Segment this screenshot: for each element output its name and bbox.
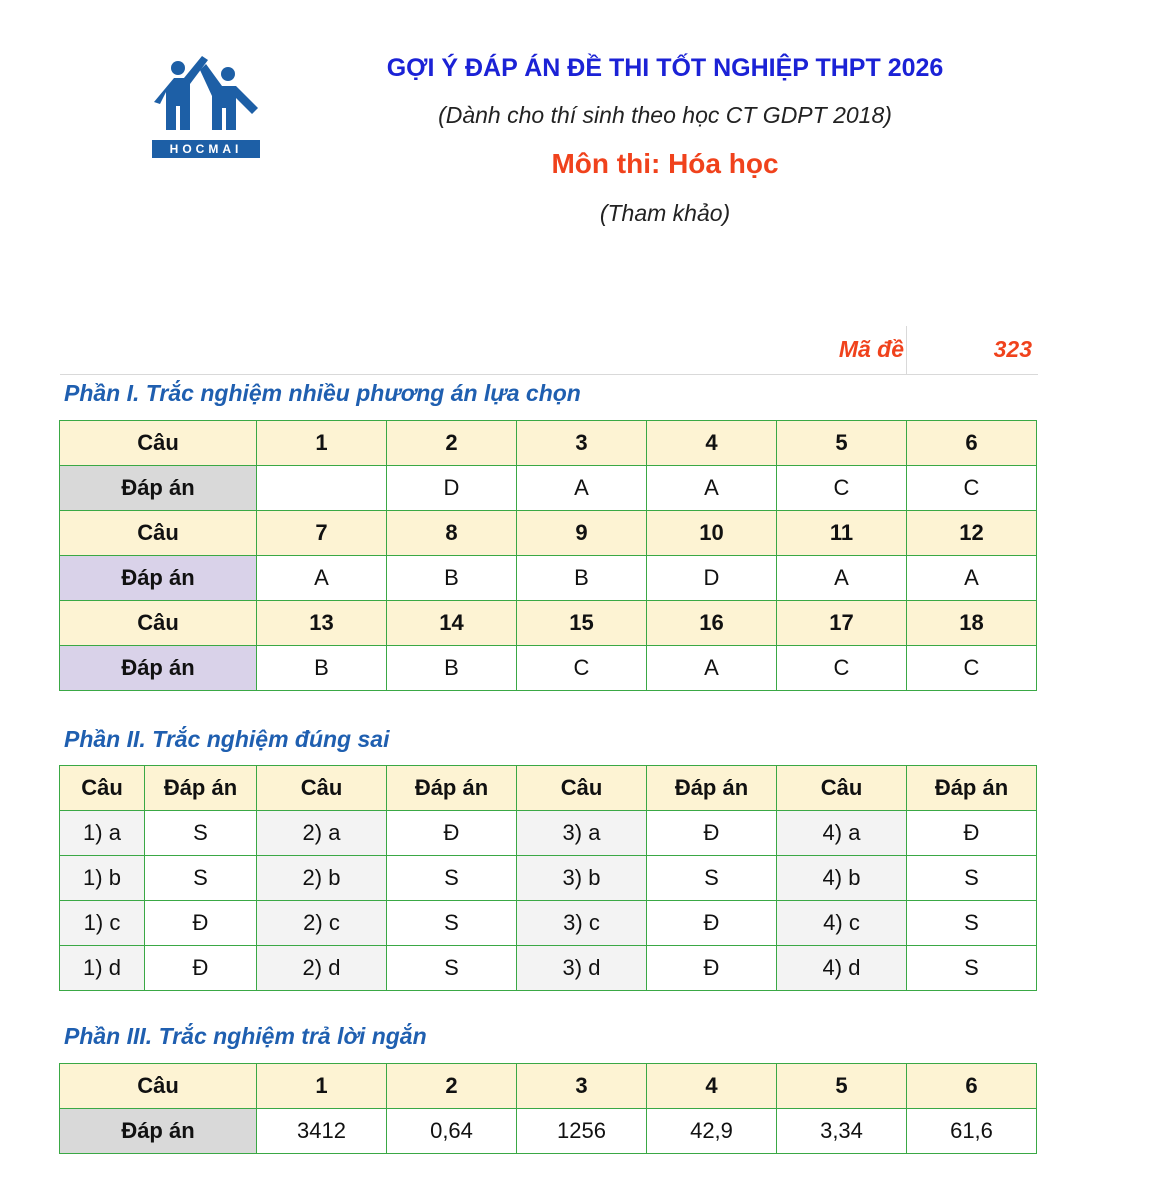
page-subtitle: (Dành cho thí sinh theo học CT GDPT 2018) <box>438 102 892 128</box>
question-number: 11 <box>777 511 907 556</box>
part2-title: Phần II. Trắc nghiệm đúng sai <box>64 726 390 752</box>
answer-cell: S <box>387 946 517 991</box>
figures-icon <box>150 52 262 142</box>
question-number: 12 <box>907 511 1037 556</box>
part1-answer-row <box>60 466 1037 511</box>
question-number: 18 <box>907 601 1037 646</box>
answer-cell: 3412 <box>257 1109 387 1154</box>
part3-title: Phần III. Trắc nghiệm trả lời ngắn <box>64 1023 427 1049</box>
question-number: 2 <box>387 1064 517 1109</box>
answer-header: Đáp án <box>907 766 1037 811</box>
question-number: 16 <box>647 601 777 646</box>
part2-row <box>60 811 1037 856</box>
sub-question: 4) d <box>777 946 907 991</box>
answer-cell: A <box>647 466 777 511</box>
answer-cell: A <box>647 646 777 691</box>
answer-cell: B <box>257 646 387 691</box>
answer-cell: 0,64 <box>387 1109 517 1154</box>
answer-cell: 61,6 <box>907 1109 1037 1154</box>
sub-question: 4) c <box>777 901 907 946</box>
question-header: Câu <box>257 766 387 811</box>
sub-question: 1) c <box>60 901 145 946</box>
question-number: 3 <box>517 421 647 466</box>
question-number: 8 <box>387 511 517 556</box>
question-label: Câu <box>60 421 257 466</box>
sub-question: 1) a <box>60 811 145 856</box>
question-number: 2 <box>387 421 517 466</box>
question-header: Câu <box>60 766 145 811</box>
answer-cell: Đ <box>387 811 517 856</box>
part2-row <box>60 856 1037 901</box>
answer-cell: Đ <box>145 946 257 991</box>
page-title: GỢI Ý ĐÁP ÁN ĐỀ THI TỐT NGHIỆP THPT 2026 <box>386 54 944 82</box>
question-number: 4 <box>647 421 777 466</box>
question-number: 5 <box>777 421 907 466</box>
question-label: Câu <box>60 601 257 646</box>
answer-label: Đáp án <box>60 556 257 601</box>
answer-cell: Đ <box>907 811 1037 856</box>
answer-cell: S <box>387 901 517 946</box>
answer-header: Đáp án <box>387 766 517 811</box>
answer-cell: S <box>145 856 257 901</box>
answer-cell: Đ <box>647 901 777 946</box>
sub-question: 2) b <box>257 856 387 901</box>
part1-question-row <box>60 511 1037 556</box>
answer-label: Đáp án <box>60 1109 257 1154</box>
answer-cell: A <box>777 556 907 601</box>
answer-cell: Đ <box>647 946 777 991</box>
exam-code-value: 323 <box>993 336 1032 362</box>
answer-cell: Đ <box>145 901 257 946</box>
part1-title: Phần I. Trắc nghiệm nhiều phương án lựa chọn <box>64 380 581 406</box>
sub-question: 3) a <box>517 811 647 856</box>
answer-cell: 42,9 <box>647 1109 777 1154</box>
question-header: Câu <box>517 766 647 811</box>
answer-cell: S <box>907 856 1037 901</box>
answer-cell <box>257 466 387 511</box>
question-number: 3 <box>517 1064 647 1109</box>
answer-cell: A <box>517 466 647 511</box>
answer-cell: C <box>777 466 907 511</box>
part2-row <box>60 946 1037 991</box>
question-label: Câu <box>60 511 257 556</box>
question-number: 1 <box>257 421 387 466</box>
sub-question: 3) d <box>517 946 647 991</box>
answer-cell: 1256 <box>517 1109 647 1154</box>
part1-question-row <box>60 601 1037 646</box>
question-number: 14 <box>387 601 517 646</box>
answer-cell: D <box>647 556 777 601</box>
part1-answer-row <box>60 646 1037 691</box>
question-header: Câu <box>777 766 907 811</box>
part2-table <box>59 765 1037 991</box>
answer-cell: B <box>387 646 517 691</box>
answer-cell: D <box>387 466 517 511</box>
question-label: Câu <box>60 1064 257 1109</box>
answer-cell: C <box>907 466 1037 511</box>
answer-cell: S <box>145 811 257 856</box>
answer-cell: S <box>907 901 1037 946</box>
question-number: 17 <box>777 601 907 646</box>
part2-header-row <box>60 766 1037 811</box>
exam-code-label: Mã đề <box>838 336 904 362</box>
answer-cell: C <box>517 646 647 691</box>
question-number: 15 <box>517 601 647 646</box>
part3-question-row <box>60 1064 1037 1109</box>
part1-question-row <box>60 421 1037 466</box>
sub-question: 2) a <box>257 811 387 856</box>
reference-note: (Tham khảo) <box>599 200 731 226</box>
subject-title: Môn thi: Hóa học <box>551 148 779 179</box>
question-number: 7 <box>257 511 387 556</box>
sub-question: 2) c <box>257 901 387 946</box>
question-number: 1 <box>257 1064 387 1109</box>
question-number: 13 <box>257 601 387 646</box>
answer-cell: C <box>907 646 1037 691</box>
sub-question: 3) c <box>517 901 647 946</box>
sub-question: 4) b <box>777 856 907 901</box>
answer-header: Đáp án <box>145 766 257 811</box>
hocmai-logo <box>150 52 262 160</box>
part1-answer-row <box>60 556 1037 601</box>
answer-label: Đáp án <box>60 646 257 691</box>
sub-question: 4) a <box>777 811 907 856</box>
answer-label: Đáp án <box>60 466 257 511</box>
exam-code-row <box>60 326 1038 375</box>
exam-code-divider <box>906 326 907 374</box>
question-number: 4 <box>647 1064 777 1109</box>
question-number: 10 <box>647 511 777 556</box>
answer-cell: S <box>907 946 1037 991</box>
answer-cell: S <box>647 856 777 901</box>
answer-cell: A <box>257 556 387 601</box>
logo-text: HOCMAI <box>152 140 260 158</box>
question-number: 6 <box>907 421 1037 466</box>
answer-cell: A <box>907 556 1037 601</box>
part1-table <box>59 420 1037 691</box>
part3-answer-row <box>60 1109 1037 1154</box>
sub-question: 3) b <box>517 856 647 901</box>
part3-table <box>59 1063 1037 1154</box>
answer-cell: S <box>387 856 517 901</box>
answer-cell: 3,34 <box>777 1109 907 1154</box>
answer-cell: B <box>517 556 647 601</box>
answer-cell: Đ <box>647 811 777 856</box>
question-number: 9 <box>517 511 647 556</box>
question-number: 5 <box>777 1064 907 1109</box>
answer-cell: C <box>777 646 907 691</box>
part2-row <box>60 901 1037 946</box>
answer-cell: B <box>387 556 517 601</box>
sub-question: 1) d <box>60 946 145 991</box>
question-number: 6 <box>907 1064 1037 1109</box>
sub-question: 2) d <box>257 946 387 991</box>
answer-header: Đáp án <box>647 766 777 811</box>
sub-question: 1) b <box>60 856 145 901</box>
